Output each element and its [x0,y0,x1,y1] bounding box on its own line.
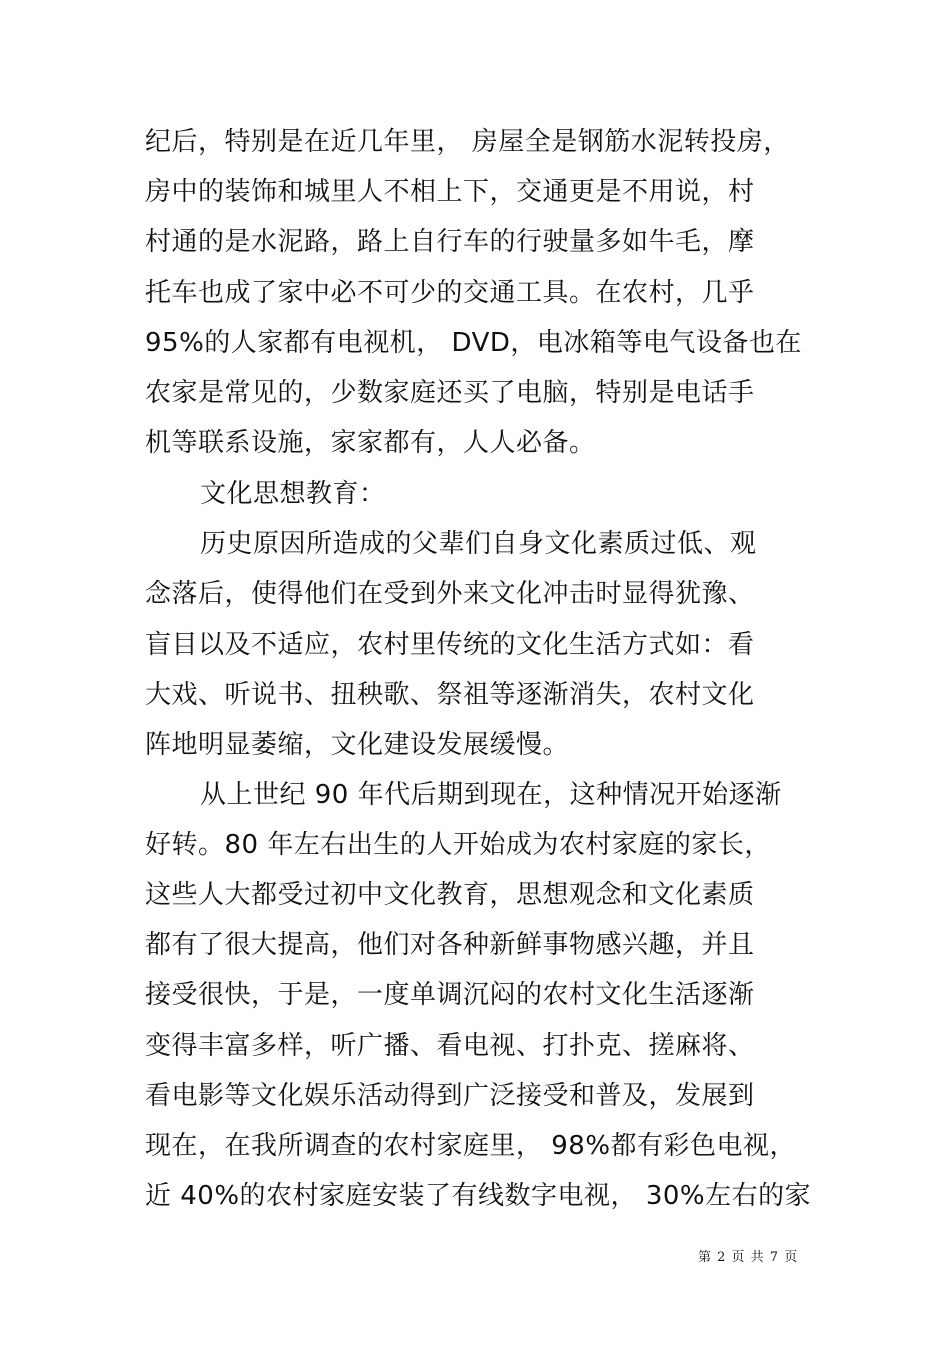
text-line: 近 40%的农村家庭安装了有线数字电视， 30%左右的家 [145,1181,812,1211]
text-line: 托车也成了家中必不可少的交通工具。在农村，几乎 [145,278,755,308]
text-line: 大戏、听说书、扭秧歌、祭祖等逐渐消失，农村文化 [145,680,755,710]
text-line: 农家是常见的，少数家庭还买了电脑，特别是电话手 [145,378,755,408]
text-line: 现在，在我所调查的农村家庭里， 98%都有彩色电视， [145,1131,797,1161]
text-line: 95%的人家都有电视机， DVD，电冰箱等电气设备也在 [145,328,802,358]
text-line: 接受很快，于是，一度单调沉闷的农村文化生活逐渐 [145,980,755,1010]
text-line: 看电影等文化娱乐活动得到广泛接受和普及，发展到 [145,1081,755,1111]
text-line: 都有了很大提高，他们对各种新鲜事物感兴趣，并且 [145,930,755,960]
text-line: 盲目以及不适应，农村里传统的文化生活方式如：看 [145,630,755,660]
text-line: 从上世纪 90 年代后期到现在，这种情况开始逐渐 [200,780,782,810]
text-line: 阵地明显萎缩，文化建设发展缓慢。 [145,730,570,760]
text-line: 机等联系设施，家家都有，人人必备。 [145,428,596,458]
text-line: 念落后，使得他们在受到外来文化冲击时显得犹豫、 [145,579,755,609]
text-line: 房中的装饰和城里人不相上下，交通更是不用说，村 [145,177,755,207]
text-line: 变得丰富多样，听广播、看电视、打扑克、搓麻将、 [145,1031,755,1061]
page-indicator: 第 2 页 共 7 页 [698,1250,799,1265]
text-line: 历史原因所造成的父辈们自身文化素质过低、观 [200,529,757,559]
text-line: 这些人大都受过初中文化教育，思想观念和文化素质 [145,880,755,910]
text-line: 纪后，特别是在近几年里， 房屋全是钢筋水泥转投房， [145,127,790,157]
text-line: 好转。80 年左右出生的人开始成为农村家庭的家长， [145,830,771,860]
section-heading: 文化思想教育： [200,479,386,509]
text-line: 村通的是水泥路，路上自行车的行驶量多如牛毛，摩 [145,227,755,257]
